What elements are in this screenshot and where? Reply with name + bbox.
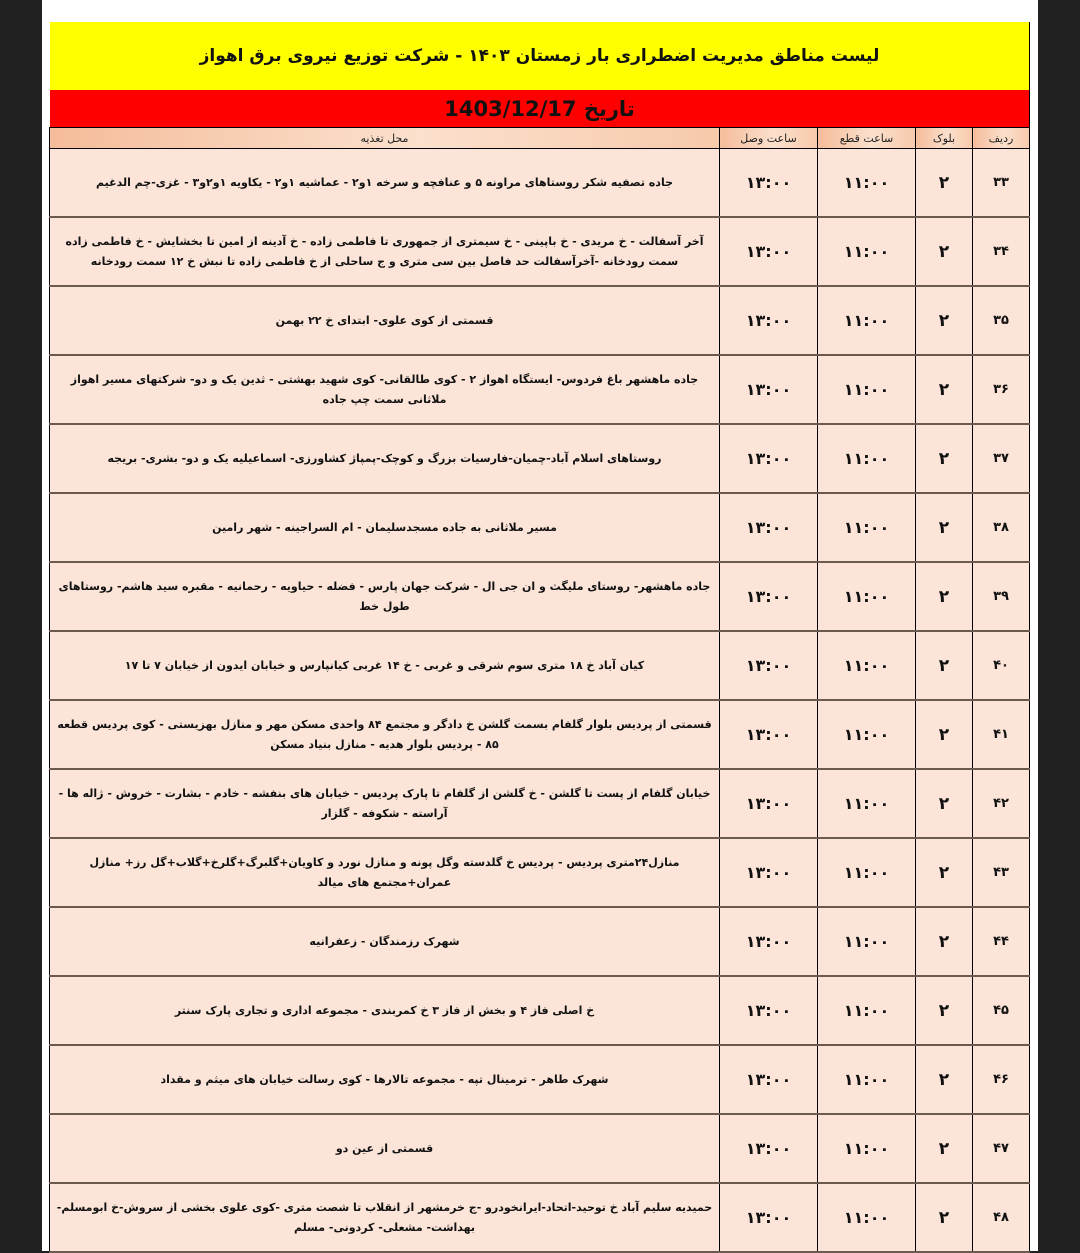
outage-sheet xyxy=(50,22,1030,1253)
cut-time-cell: ۱۱:۰۰ xyxy=(818,838,916,907)
connect-time-cell: ۱۳:۰۰ xyxy=(720,1045,818,1114)
connect-time-cell: ۱۳:۰۰ xyxy=(720,700,818,769)
table-row xyxy=(50,217,1030,286)
row-number-cell: ۴۷ xyxy=(973,1114,1030,1183)
row-number-cell: ۴۲ xyxy=(973,769,1030,838)
table-row xyxy=(50,286,1030,355)
connect-time-cell: ۱۳:۰۰ xyxy=(720,631,818,700)
connect-time-cell: ۱۳:۰۰ xyxy=(720,1114,818,1183)
location-cell: منازل۲۴متری پردیس - پردیس خ گلدسته وگل پونه و منازل نورد و کاویان+گلبرگ+گلرخ+گلاب+گل رز+ منازل عمران+مجتمع های میالد xyxy=(50,838,720,907)
location-cell: کیان آباد خ ۱۸ متری سوم شرقی و غربی - خ ۱۴ غربی کیانپارس و خیابان ایدون از خیابان ۷ تا ۱۷ xyxy=(50,631,720,700)
location-cell: خ اصلی فاز ۴ و بخش از فاز ۳ خ کمربندی - مجموعه اداری و تجاری پارک سنتر xyxy=(50,976,720,1045)
location-cell: جاده ماهشهر- روستای ملیگث و ان جی ال - شرکت جهان پارس - فضله - حیاویه - رحمانیه - مقبره سید هاشم- روستاهای طول خط xyxy=(50,562,720,631)
cut-time-cell: ۱۱:۰۰ xyxy=(818,976,916,1045)
block-cell: ۲ xyxy=(916,493,973,562)
table-row xyxy=(50,149,1030,218)
table-row xyxy=(50,907,1030,976)
block-cell: ۲ xyxy=(916,355,973,424)
connect-time-cell: ۱۳:۰۰ xyxy=(720,217,818,286)
block-cell: ۲ xyxy=(916,149,973,218)
cut-time-cell: ۱۱:۰۰ xyxy=(818,217,916,286)
cut-time-cell: ۱۱:۰۰ xyxy=(818,562,916,631)
cut-time-cell: ۱۱:۰۰ xyxy=(818,424,916,493)
table-row xyxy=(50,562,1030,631)
row-number-cell: ۳۳ xyxy=(973,149,1030,218)
connect-time-cell: ۱۳:۰۰ xyxy=(720,769,818,838)
connect-time-cell: ۱۳:۰۰ xyxy=(720,562,818,631)
block-cell: ۲ xyxy=(916,562,973,631)
table-header-row xyxy=(50,128,1030,149)
table-row xyxy=(50,1045,1030,1114)
location-cell: مسیر ملاثانی به جاده مسجدسلیمان - ام السراجینه - شهر رامین xyxy=(50,493,720,562)
row-number-cell: ۴۴ xyxy=(973,907,1030,976)
table-row xyxy=(50,700,1030,769)
connect-time-cell: ۱۳:۰۰ xyxy=(720,1183,818,1252)
connect-time-cell: ۱۳:۰۰ xyxy=(720,493,818,562)
row-number-cell: ۴۱ xyxy=(973,700,1030,769)
connect-time-cell: ۱۳:۰۰ xyxy=(720,976,818,1045)
row-number-cell: ۴۶ xyxy=(973,1045,1030,1114)
location-cell: روستاهای اسلام آباد-چمیان-فارسیات بزرگ و کوچک-پمپاژ کشاورزی- اسماعیلیه یک و دو- بشری- بریجه xyxy=(50,424,720,493)
table-row xyxy=(50,769,1030,838)
cut-time-cell: ۱۱:۰۰ xyxy=(818,700,916,769)
cut-time-cell: ۱۱:۰۰ xyxy=(818,493,916,562)
block-cell: ۲ xyxy=(916,907,973,976)
connect-time-cell: ۱۳:۰۰ xyxy=(720,355,818,424)
table-row xyxy=(50,493,1030,562)
connect-time-cell: ۱۳:۰۰ xyxy=(720,149,818,218)
row-number-cell: ۳۶ xyxy=(973,355,1030,424)
block-cell: ۲ xyxy=(916,631,973,700)
location-cell: آخر آسفالت - خ مریدی - خ باپینی - خ سیمتری از جمهوری تا فاطمی زاده - خ آدینه از امین تا بخشایش - خ فاطمی زاده سمت رودخانه -آخرآسفالت حد فاصل بین سی متری و ج ساحلی از خ فاطمی زاده تا نبش خ ۱۲ سمت رودخانه xyxy=(50,217,720,286)
location-cell: شهرک طاهر - ترمینال تپه - مجموعه تالارها - کوی رسالت خیابان های میثم و مقداد xyxy=(50,1045,720,1114)
row-number-cell: ۳۴ xyxy=(973,217,1030,286)
block-cell: ۲ xyxy=(916,838,973,907)
block-cell: ۲ xyxy=(916,1114,973,1183)
row-number-cell: ۳۹ xyxy=(973,562,1030,631)
location-cell: شهرک رزمندگان - زعفرانیه xyxy=(50,907,720,976)
row-number-cell: ۳۵ xyxy=(973,286,1030,355)
location-cell: جاده تصفیه شکر روستاهای مراونه ۵ و عنافچه و سرخه ۱و۲ - عماشیه ۱و۲ - یکاویه ۱و۲و۳ - غزی-چم الدغیم xyxy=(50,149,720,218)
cut-time-cell: ۱۱:۰۰ xyxy=(818,907,916,976)
row-number-cell: ۳۸ xyxy=(973,493,1030,562)
location-cell: جاده ماهشهر باغ فردوس- ایستگاه اهواز ۲ - کوی طالقانی- کوی شهید بهشتی - ثدین یک و دو- شرکتهای مسیر اهواز ملاثانی سمت چپ جاده xyxy=(50,355,720,424)
row-number-cell: ۴۳ xyxy=(973,838,1030,907)
block-cell: ۲ xyxy=(916,976,973,1045)
row-number-cell: ۳۷ xyxy=(973,424,1030,493)
document-page xyxy=(42,0,1038,1251)
header-row-number: ردیف xyxy=(973,128,1030,149)
date-label: تاریخ 1403/12/17 xyxy=(50,90,1030,127)
cut-time-cell: ۱۱:۰۰ xyxy=(818,1045,916,1114)
connect-time-cell: ۱۳:۰۰ xyxy=(720,424,818,493)
row-number-cell: ۴۵ xyxy=(973,976,1030,1045)
location-cell: قسمتی از کوی علوی- ابتدای خ ۲۲ بهمن xyxy=(50,286,720,355)
document-title: لیست مناطق مدیریت اضطراری بار زمستان ۱۴۰۳ - شرکت توزیع نیروی برق اهواز xyxy=(50,22,1030,90)
header-cut-time: ساعت قطع xyxy=(818,128,916,149)
table-row xyxy=(50,424,1030,493)
block-cell: ۲ xyxy=(916,1045,973,1114)
table-row xyxy=(50,355,1030,424)
table-row xyxy=(50,1114,1030,1183)
connect-time-cell: ۱۳:۰۰ xyxy=(720,286,818,355)
cut-time-cell: ۱۱:۰۰ xyxy=(818,1183,916,1252)
location-cell: قسمتی از پردیس بلوار گلفام بسمت گلشن خ دادگر و مجتمع ۸۴ واحدی مسکن مهر و منازل بهزیستی - کوی پردیس قطعه ۸۵ - پردیس بلوار هدیه - منازل بنیاد مسکن xyxy=(50,700,720,769)
cut-time-cell: ۱۱:۰۰ xyxy=(818,769,916,838)
table-row xyxy=(50,976,1030,1045)
header-block: بلوک xyxy=(916,128,973,149)
cut-time-cell: ۱۱:۰۰ xyxy=(818,355,916,424)
table-row xyxy=(50,838,1030,907)
location-cell: قسمتی از عین دو xyxy=(50,1114,720,1183)
header-connect-time: ساعت وصل xyxy=(720,128,818,149)
connect-time-cell: ۱۳:۰۰ xyxy=(720,907,818,976)
block-cell: ۲ xyxy=(916,286,973,355)
block-cell: ۲ xyxy=(916,700,973,769)
table-row xyxy=(50,1183,1030,1252)
cut-time-cell: ۱۱:۰۰ xyxy=(818,149,916,218)
cut-time-cell: ۱۱:۰۰ xyxy=(818,631,916,700)
cut-time-cell: ۱۱:۰۰ xyxy=(818,286,916,355)
location-cell: خیابان گلفام از پست تا گلشن - خ گلشن از گلفام تا پارک پردیس - خیابان های بنفشه - خادم - بشارت - خروش - ژاله ها - آراسته - شکوفه - گلزار xyxy=(50,769,720,838)
block-cell: ۲ xyxy=(916,217,973,286)
row-number-cell: ۴۸ xyxy=(973,1183,1030,1252)
location-cell: حمیدیه سلیم آباد خ توحید-اتحاد-ایرانخودرو -ج خرمشهر از انقلاب تا شصت متری -کوی علوی بخشی از سروش-خ ابومسلم- بهداشت- مشعلی- کردونی- مسلم xyxy=(50,1183,720,1252)
header-location: محل تغذیه xyxy=(50,128,720,149)
block-cell: ۲ xyxy=(916,1183,973,1252)
table-row xyxy=(50,631,1030,700)
block-cell: ۲ xyxy=(916,424,973,493)
row-number-cell: ۴۰ xyxy=(973,631,1030,700)
outage-table xyxy=(49,127,1030,1253)
connect-time-cell: ۱۳:۰۰ xyxy=(720,838,818,907)
cut-time-cell: ۱۱:۰۰ xyxy=(818,1114,916,1183)
block-cell: ۲ xyxy=(916,769,973,838)
